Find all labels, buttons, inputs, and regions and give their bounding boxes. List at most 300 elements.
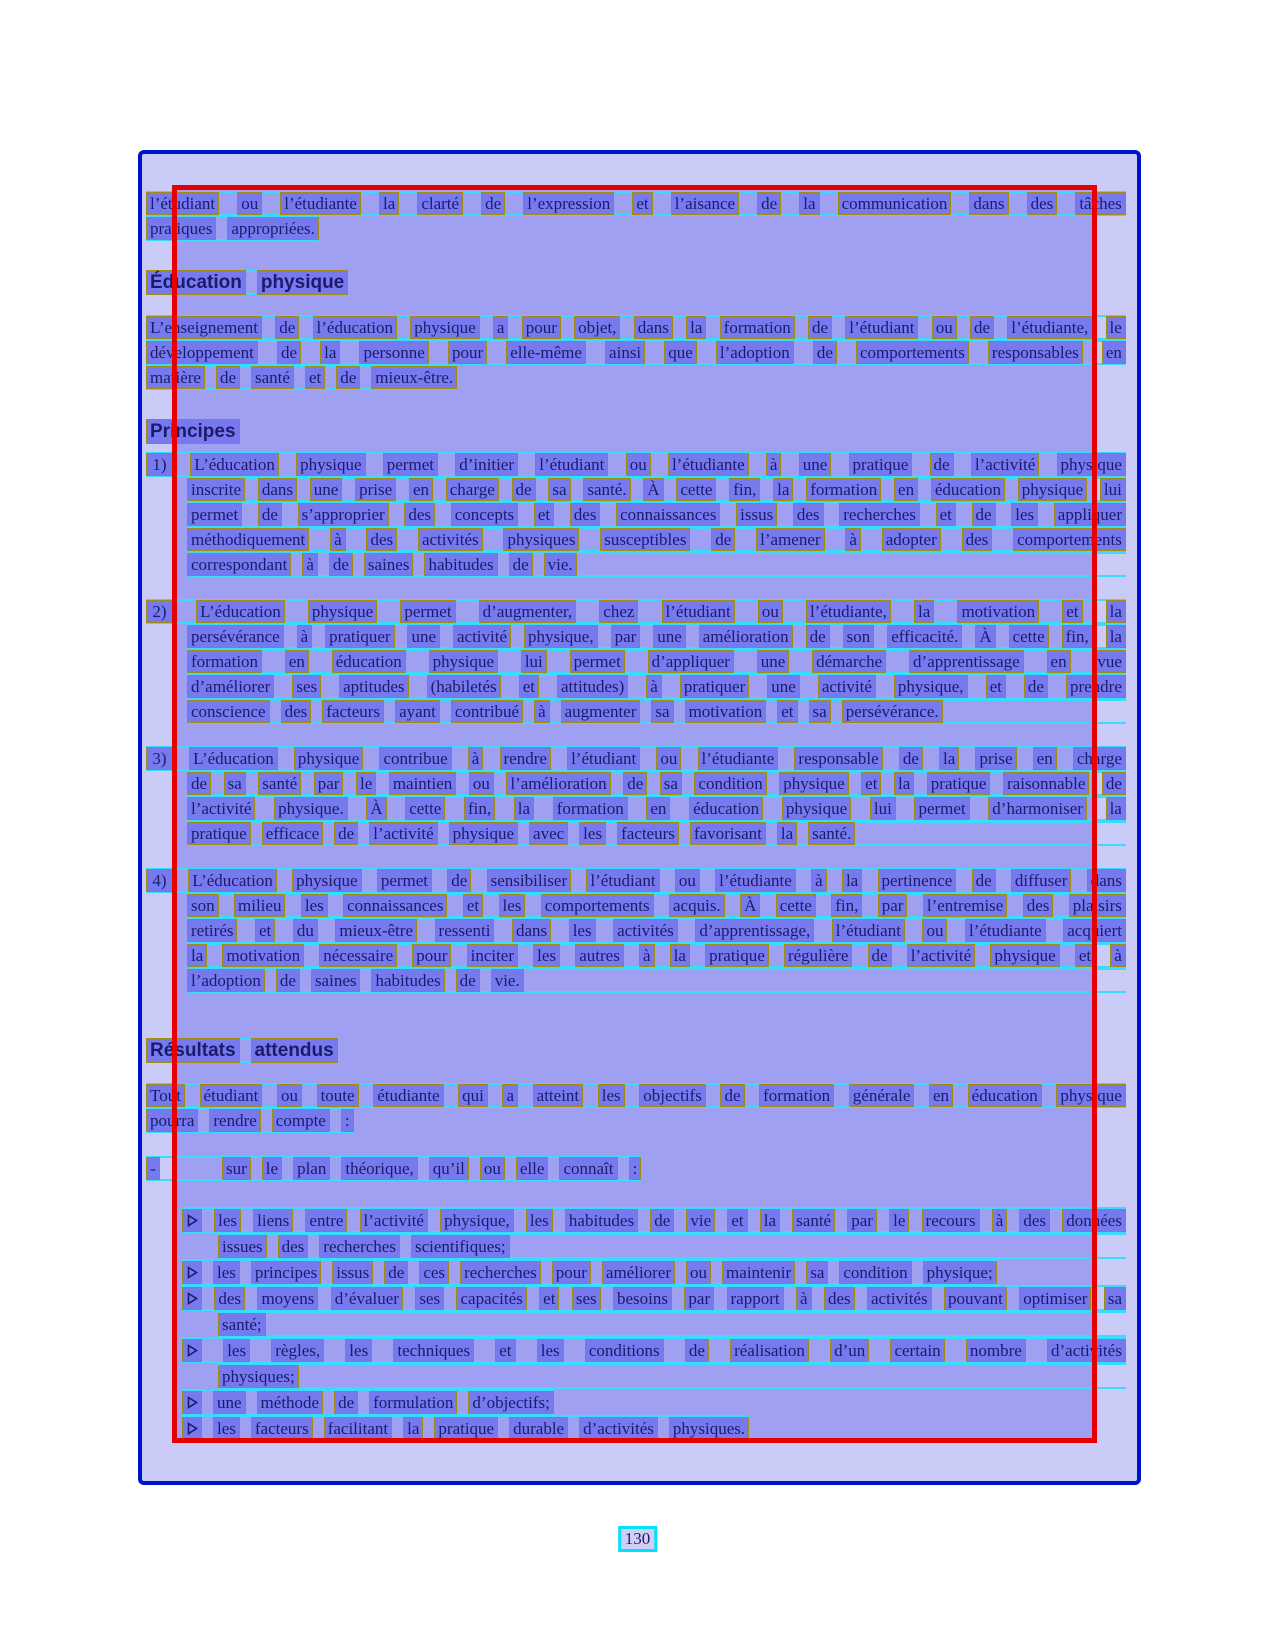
heading-word-box: physique bbox=[257, 270, 348, 295]
word-box: à bbox=[992, 1209, 1008, 1232]
word-box: fin, bbox=[831, 894, 862, 917]
word-box: activités bbox=[418, 528, 483, 551]
word-box: ou bbox=[922, 919, 947, 942]
word-box: : bbox=[341, 1109, 354, 1132]
word-box: de bbox=[481, 192, 505, 215]
word-box: L’éducation bbox=[188, 869, 277, 892]
word-box: physique bbox=[294, 747, 363, 770]
word-box: L’éducation bbox=[190, 453, 279, 476]
word-box: habitudes bbox=[371, 969, 444, 992]
word-box: son bbox=[187, 894, 219, 917]
word-box: rendre bbox=[500, 747, 551, 770]
word-box: et bbox=[727, 1209, 747, 1232]
word-box: l’étudiant bbox=[845, 316, 918, 339]
word-box: À bbox=[740, 894, 760, 917]
word-box: physique bbox=[1057, 453, 1126, 476]
word-box: ou bbox=[277, 1084, 302, 1107]
word-box: ressenti bbox=[435, 919, 495, 942]
word-box: à bbox=[766, 453, 782, 476]
word-box: de bbox=[509, 553, 533, 576]
word-box: efficace bbox=[262, 822, 323, 845]
word-box: permet bbox=[570, 650, 625, 673]
word-box: l’étudiante bbox=[698, 747, 779, 770]
word-box: sa bbox=[548, 478, 570, 501]
word-box: personne bbox=[359, 341, 428, 364]
word-box: formation bbox=[720, 316, 795, 339]
text-block-numbered bbox=[146, 599, 1126, 724]
word-box: conscience bbox=[187, 700, 270, 723]
dash-marker-box: - bbox=[146, 1157, 160, 1180]
word-box: physique bbox=[296, 453, 365, 476]
word-box: l’étudiante bbox=[715, 869, 796, 892]
word-box: étudiant bbox=[200, 1084, 263, 1107]
word-box: connaissances bbox=[343, 894, 447, 917]
word-box: sa bbox=[806, 1261, 828, 1284]
word-box: et bbox=[936, 503, 956, 526]
word-box: en bbox=[1047, 650, 1071, 673]
word-box: de bbox=[187, 772, 211, 795]
word-box: de bbox=[970, 316, 994, 339]
word-box: raisonnable bbox=[1003, 772, 1089, 795]
word-box: permet bbox=[187, 503, 242, 526]
word-box: physique bbox=[449, 822, 518, 845]
word-box: ainsi bbox=[605, 341, 645, 364]
word-box: qu’il bbox=[429, 1157, 469, 1180]
heading-word-box: Résultats bbox=[146, 1038, 240, 1063]
word-box: améliorer bbox=[602, 1261, 675, 1284]
word-box: physique bbox=[410, 316, 479, 339]
word-box: à bbox=[646, 675, 662, 698]
word-box: la bbox=[686, 316, 706, 339]
word-box: inscrite bbox=[187, 478, 245, 501]
word-box: dans bbox=[634, 316, 673, 339]
word-box: ou bbox=[237, 192, 262, 215]
word-box: lui bbox=[870, 797, 896, 820]
word-box: ses bbox=[292, 675, 321, 698]
word-box: de bbox=[216, 366, 240, 389]
text-line bbox=[146, 452, 1126, 477]
word-box: de bbox=[720, 1084, 744, 1107]
text-line bbox=[187, 821, 1126, 846]
word-box: vue bbox=[1093, 650, 1126, 673]
word-box: diffuser bbox=[1011, 869, 1072, 892]
word-box: méthode bbox=[257, 1391, 324, 1414]
word-box: et bbox=[632, 192, 652, 215]
word-box: elle bbox=[516, 1157, 549, 1180]
word-box: saines bbox=[311, 969, 361, 992]
word-box: l’étudiant bbox=[586, 869, 659, 892]
word-box: la bbox=[1106, 600, 1126, 623]
text-block-numbered bbox=[146, 868, 1126, 993]
word-box: générale bbox=[849, 1084, 915, 1107]
word-box: ou bbox=[626, 453, 651, 476]
word-box: aptitudes bbox=[339, 675, 408, 698]
word-box: persévérance. bbox=[842, 700, 943, 723]
word-box: principes bbox=[251, 1261, 321, 1284]
word-box: acquiert bbox=[1063, 919, 1126, 942]
word-box: l’étudiant bbox=[146, 192, 219, 215]
word-box: À bbox=[643, 478, 663, 501]
word-box: de bbox=[813, 341, 837, 364]
word-box: santé. bbox=[808, 822, 855, 845]
heading-word-box: Éducation bbox=[146, 270, 246, 295]
word-box: les bbox=[537, 1339, 564, 1362]
word-box: facteurs bbox=[251, 1417, 313, 1440]
heading-word-box: Principes bbox=[146, 419, 240, 444]
word-box: l’étudiante bbox=[280, 192, 361, 215]
word-box: de bbox=[972, 503, 996, 526]
word-box: nombre bbox=[966, 1339, 1026, 1362]
word-box: permet bbox=[383, 453, 438, 476]
word-box: en bbox=[894, 478, 918, 501]
word-box: du bbox=[293, 919, 318, 942]
word-box: avec bbox=[529, 822, 568, 845]
word-box: Tout bbox=[146, 1084, 185, 1107]
word-box: la bbox=[403, 1417, 423, 1440]
word-box: des bbox=[404, 503, 435, 526]
word-box: en bbox=[646, 797, 670, 820]
word-box: physiques bbox=[503, 528, 579, 551]
marker-text-gap bbox=[171, 1157, 211, 1180]
word-box: charge bbox=[1073, 747, 1126, 770]
word-box: permet bbox=[914, 797, 969, 820]
word-box: l’activité bbox=[360, 1209, 428, 1232]
word-box: en bbox=[929, 1084, 953, 1107]
word-box: le bbox=[356, 772, 376, 795]
word-box: dans bbox=[1087, 869, 1126, 892]
word-box: dans bbox=[512, 919, 551, 942]
word-box: démarche bbox=[812, 650, 886, 673]
word-box: autres bbox=[575, 944, 624, 967]
word-box: recours bbox=[922, 1209, 980, 1232]
word-box: une bbox=[310, 478, 343, 501]
word-box: des bbox=[962, 528, 993, 551]
word-box: l’étudiant bbox=[567, 747, 640, 770]
text-line bbox=[146, 1156, 641, 1181]
word-box: par bbox=[684, 1287, 714, 1310]
word-box: connaît bbox=[559, 1157, 617, 1180]
word-box: les bbox=[345, 1339, 372, 1362]
word-box: la bbox=[670, 944, 690, 967]
document-text bbox=[146, 191, 1126, 1441]
word-box: une bbox=[767, 675, 800, 698]
text-line bbox=[218, 1363, 1126, 1389]
word-box: matière bbox=[146, 366, 205, 389]
word-box: de bbox=[623, 772, 647, 795]
word-box: que bbox=[664, 341, 697, 364]
word-box: son bbox=[843, 625, 875, 648]
word-box: l’étudiante bbox=[668, 453, 749, 476]
word-box: motivation bbox=[957, 600, 1039, 623]
word-box: une bbox=[213, 1391, 246, 1414]
word-box: cette bbox=[676, 478, 716, 501]
word-box: des bbox=[793, 503, 824, 526]
word-box: vie bbox=[686, 1209, 715, 1232]
word-box: mieux-être. bbox=[371, 366, 457, 389]
text-line bbox=[187, 893, 1126, 918]
text-line bbox=[146, 365, 457, 390]
word-box: l’étudiante, bbox=[1007, 316, 1092, 339]
section-heading bbox=[146, 1038, 1126, 1063]
word-box: santé bbox=[792, 1209, 835, 1232]
text-line bbox=[187, 771, 1126, 796]
word-box: clarté bbox=[417, 192, 463, 215]
word-box: permet bbox=[400, 600, 455, 623]
word-box: physique bbox=[990, 944, 1059, 967]
word-box: rendre bbox=[209, 1109, 260, 1132]
word-box: des bbox=[366, 528, 397, 551]
word-box: à bbox=[297, 625, 313, 648]
word-box: l’expression bbox=[523, 192, 614, 215]
word-box: éducation bbox=[931, 478, 1005, 501]
word-box: en bbox=[1102, 341, 1126, 364]
arrowhead-bullet-icon bbox=[182, 1261, 202, 1284]
word-box: formation bbox=[759, 1084, 834, 1107]
word-box: et bbox=[534, 503, 554, 526]
word-box: À bbox=[366, 797, 386, 820]
word-box: physique, bbox=[440, 1209, 514, 1232]
word-box: efficacité. bbox=[887, 625, 962, 648]
word-box: acquis. bbox=[669, 894, 725, 917]
word-box: d’améliorer bbox=[187, 675, 274, 698]
word-box: saines bbox=[364, 553, 414, 576]
word-box: à bbox=[302, 553, 318, 576]
arrowhead-bullet-icon bbox=[182, 1209, 202, 1232]
word-box: de bbox=[711, 528, 735, 551]
word-box: en bbox=[285, 650, 309, 673]
text-line bbox=[187, 968, 1126, 993]
word-box: de bbox=[276, 969, 300, 992]
word-box: l’étudiant bbox=[832, 919, 905, 942]
text-line bbox=[187, 552, 1126, 577]
text-line bbox=[146, 315, 1126, 340]
word-box: la bbox=[1106, 625, 1126, 648]
word-box: d’objectifs; bbox=[468, 1391, 553, 1414]
word-box: pratique bbox=[187, 822, 251, 845]
word-box: l’étudiante, bbox=[806, 600, 891, 623]
word-box: maintien bbox=[389, 772, 456, 795]
text-line bbox=[187, 649, 1126, 674]
word-box: le bbox=[889, 1209, 909, 1232]
text-line bbox=[146, 191, 1126, 216]
text-line bbox=[146, 599, 1126, 624]
word-box: physique bbox=[1018, 478, 1087, 501]
word-box: des bbox=[570, 503, 601, 526]
word-box: et bbox=[777, 700, 797, 723]
text-line bbox=[182, 1415, 749, 1441]
word-box: appliquer bbox=[1054, 503, 1126, 526]
word-box: ou bbox=[469, 772, 494, 795]
word-box: le bbox=[262, 1157, 282, 1180]
word-box: lui bbox=[521, 650, 547, 673]
arrowhead-bullet-icon bbox=[182, 1417, 202, 1440]
word-box: habitudes bbox=[424, 553, 497, 576]
word-box: maintenir bbox=[722, 1261, 795, 1284]
word-box: : bbox=[629, 1157, 642, 1180]
word-box: ou bbox=[686, 1261, 711, 1284]
word-box: adopter bbox=[882, 528, 941, 551]
word-box: la bbox=[773, 478, 793, 501]
word-box: de bbox=[512, 478, 536, 501]
word-box: chez bbox=[599, 600, 638, 623]
word-box: responsable bbox=[794, 747, 882, 770]
word-box: d’initier bbox=[455, 453, 518, 476]
word-box: susceptibles bbox=[600, 528, 690, 551]
text-line bbox=[187, 943, 1126, 968]
arrowhead-bullet-icon bbox=[182, 1339, 202, 1362]
arrowhead-bullet-icon bbox=[182, 1391, 202, 1414]
word-box: optimiser bbox=[1019, 1287, 1091, 1310]
word-box: lui bbox=[1100, 478, 1126, 501]
word-box: formation bbox=[806, 478, 881, 501]
word-box: l’entremise bbox=[923, 894, 1007, 917]
word-box: données bbox=[1062, 1209, 1126, 1232]
section-heading bbox=[146, 419, 1126, 444]
word-box: facteurs bbox=[322, 700, 384, 723]
text-block-bullet bbox=[146, 1389, 1126, 1415]
word-box: et bbox=[255, 919, 275, 942]
word-box: ces bbox=[419, 1261, 449, 1284]
word-box: issus bbox=[332, 1261, 373, 1284]
word-box: une bbox=[407, 625, 440, 648]
word-box: l’adoption bbox=[187, 969, 265, 992]
word-box: par bbox=[611, 625, 641, 648]
word-box: la bbox=[914, 600, 934, 623]
word-box: à bbox=[330, 528, 346, 551]
word-box: physique bbox=[429, 650, 498, 673]
word-box: de bbox=[930, 453, 954, 476]
word-box: cette bbox=[776, 894, 816, 917]
word-box: condition bbox=[694, 772, 766, 795]
word-box: ses bbox=[572, 1287, 601, 1310]
word-box: issus bbox=[736, 503, 777, 526]
word-box: étudiante bbox=[373, 1084, 443, 1107]
text-line bbox=[187, 624, 1126, 649]
word-box: prendre bbox=[1066, 675, 1126, 698]
word-box: les bbox=[213, 1261, 240, 1284]
word-box: de bbox=[899, 747, 923, 770]
word-box: l’activité bbox=[907, 944, 975, 967]
word-box: persévérance bbox=[187, 625, 284, 648]
word-box: ou bbox=[480, 1157, 505, 1180]
word-box: la bbox=[187, 944, 207, 967]
word-box: l’aisance bbox=[671, 192, 739, 215]
word-box: augmenter bbox=[561, 700, 641, 723]
text-line bbox=[218, 1311, 1126, 1337]
word-box: pratique bbox=[849, 453, 913, 476]
word-box: activité bbox=[818, 675, 876, 698]
word-box: de bbox=[972, 869, 996, 892]
word-box: l’amener bbox=[756, 528, 824, 551]
word-box: pratique bbox=[434, 1417, 498, 1440]
word-box: l’adoption bbox=[716, 341, 794, 364]
word-box: comportements bbox=[541, 894, 654, 917]
text-block-dash bbox=[146, 1156, 1126, 1181]
text-line bbox=[182, 1259, 997, 1285]
word-box: de bbox=[277, 341, 301, 364]
word-box: activités bbox=[867, 1287, 932, 1310]
word-box: une bbox=[653, 625, 686, 648]
word-box: santé bbox=[258, 772, 301, 795]
word-box: pratique bbox=[705, 944, 769, 967]
word-box: de bbox=[447, 869, 471, 892]
word-box: capacités bbox=[456, 1287, 526, 1310]
word-box: la bbox=[514, 797, 534, 820]
word-box: qui bbox=[458, 1084, 488, 1107]
word-box: formulation bbox=[369, 1391, 457, 1414]
word-box: les bbox=[214, 1209, 241, 1232]
text-line bbox=[146, 1083, 1126, 1108]
text-block-para bbox=[146, 1083, 1126, 1133]
text-line bbox=[146, 1108, 354, 1133]
word-box: ou bbox=[656, 747, 681, 770]
word-box: de bbox=[334, 822, 358, 845]
word-box: L’enseignement bbox=[146, 316, 262, 339]
word-box: physique. bbox=[274, 797, 348, 820]
word-box: sur bbox=[222, 1157, 251, 1180]
word-box: pratiquer bbox=[680, 675, 749, 698]
text-block-numbered bbox=[146, 746, 1126, 846]
word-box: sa bbox=[651, 700, 673, 723]
word-box: de bbox=[275, 316, 299, 339]
word-box: pouvant bbox=[944, 1287, 1007, 1310]
word-box: besoins bbox=[613, 1287, 672, 1310]
word-box: milieu bbox=[234, 894, 285, 917]
text-line bbox=[146, 1038, 338, 1063]
word-box: mieux-être bbox=[335, 919, 417, 942]
word-box: de bbox=[868, 944, 892, 967]
word-box: théorique, bbox=[341, 1157, 417, 1180]
word-box: toute bbox=[317, 1084, 359, 1107]
word-box: a bbox=[502, 1084, 518, 1107]
word-box: d’activités bbox=[579, 1417, 658, 1440]
word-box: vie. bbox=[491, 969, 524, 992]
word-box: contribue bbox=[379, 747, 451, 770]
word-box: physique; bbox=[923, 1261, 997, 1284]
word-box: ses bbox=[415, 1287, 444, 1310]
word-box: de bbox=[757, 192, 781, 215]
word-box: recherches bbox=[319, 1235, 400, 1258]
word-box: d’augmenter, bbox=[479, 600, 576, 623]
word-box: à bbox=[845, 528, 861, 551]
word-box: dans bbox=[969, 192, 1008, 215]
word-box: correspondant bbox=[187, 553, 291, 576]
word-box: des bbox=[1027, 192, 1058, 215]
item-number-box: 4) bbox=[146, 869, 173, 892]
word-box: pour bbox=[448, 341, 487, 364]
text-line bbox=[187, 527, 1126, 552]
word-box: tâches bbox=[1075, 192, 1125, 215]
word-box: inciter bbox=[467, 944, 518, 967]
word-box: retirés bbox=[187, 919, 237, 942]
word-box: elle-même bbox=[506, 341, 586, 364]
word-box: des bbox=[278, 1235, 309, 1258]
word-box: par bbox=[314, 772, 344, 795]
word-box: à bbox=[534, 700, 550, 723]
word-box: moyens bbox=[257, 1287, 318, 1310]
word-box: éducation bbox=[968, 1084, 1042, 1107]
word-box: liens bbox=[253, 1209, 293, 1232]
word-box: d’appliquer bbox=[648, 650, 734, 673]
word-box: sa bbox=[660, 772, 682, 795]
word-box: physique bbox=[1056, 1084, 1125, 1107]
word-box: d’apprentissage bbox=[909, 650, 1024, 673]
word-box: formation bbox=[187, 650, 262, 673]
word-box: à bbox=[468, 747, 484, 770]
word-box: appropriées. bbox=[227, 217, 319, 240]
text-line bbox=[187, 502, 1126, 527]
word-box: physique bbox=[782, 797, 851, 820]
